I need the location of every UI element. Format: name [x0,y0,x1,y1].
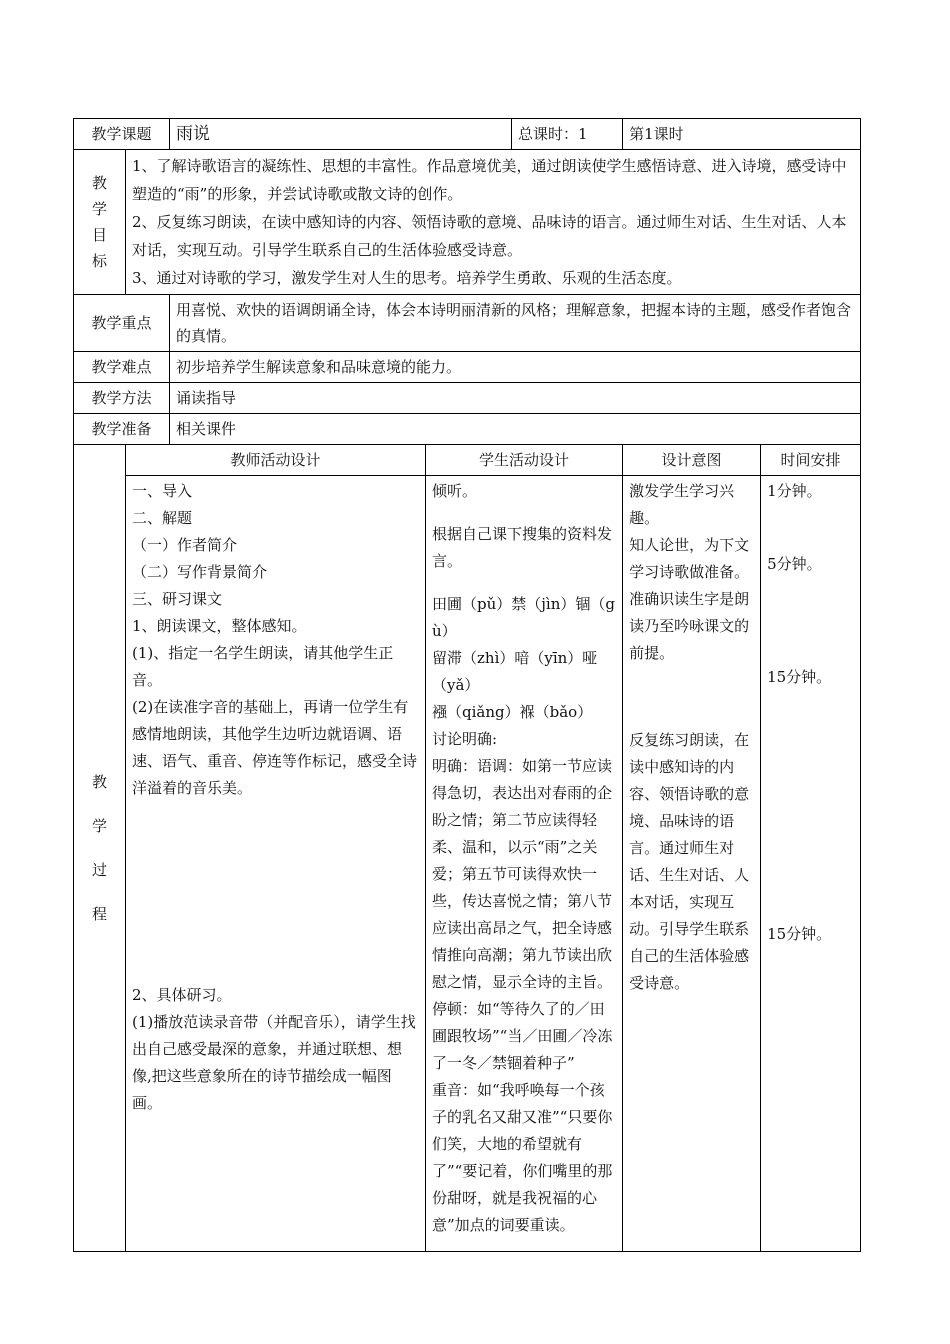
time-item: 15分钟。 [767,668,832,686]
header-row [74,119,861,150]
teacher-step: (1)播放范读录音带（并配音乐），请学生找出自己感受最深的意象，并通过联想、想像,把这些意象所在的诗节描绘成一幅图画。 [132,1013,416,1112]
student-step: 根据自己课下搜集的资料发言。 [432,525,613,570]
student-activity-header: 学生活动设计 [426,445,623,476]
goal-item: 3、通过对诗歌的学习，激发学生对人生的思考。培养学生勇敢、乐观的生活态度。 [132,269,682,287]
goal-item: 2、反复练习朗读，在读中感知诗的内容、领悟诗歌的意境、品味诗的语言。通过师生对话、生生对话、人本对话，实现互动。引导学生联系自己的生活体验感受诗意。 [132,213,847,259]
teacher-step: 1、朗读课文，整体感知。 [132,617,307,635]
design-intent-header: 设计意图 [623,445,761,476]
key-points-label: 教学重点 [74,295,170,352]
goals-row [74,150,861,295]
teacher-step: 三、研习课文 [132,590,223,608]
student-step: 讨论明确: [432,730,498,748]
teacher-step: （二）写作背景简介 [132,563,268,581]
intent-item: 反复练习朗读，在读中感知诗的内容、领悟诗歌的意境、品味诗的语言。通过师生对话、生生对话、人本对话，实现互动。引导学生联系自己的生活体验感受诗意。 [629,731,750,992]
process-header-row [74,445,861,476]
prep-value: 相关课件 [170,414,861,445]
key-points-value: 用喜悦、欢快的语调朗诵全诗，体会本诗明丽清新的风格；理解意象，把握本诗的主题，感受作者饱含的真情。 [170,295,861,352]
prep-label: 教学准备 [74,414,170,445]
teacher-step: (2)在读准字音的基础上，再请一位学生有感情地朗读，其他学生边听边就语调、语速、语气、重音、停连等作标记，感受全诗洋溢着的音乐美。 [132,698,418,797]
student-step: 重音：如“我呼唤每一个孩子的乳名又甜又准”“只要你们笑，大地的希望就有了”“要记着，你们嘴里的那份甜呀，就是我祝福的心意”加点的词要重读。 [432,1081,613,1234]
student-step: 明确：语调：如第一节应读得急切，表达出对春雨的企盼之情；第二节应读得轻柔、温和，以示“雨”之关爱；第五节可读得欢快一些，传达喜悦之情；第八节应读出高昂之气，把全诗感情推向高潮；第九节读出欣慰之情，显示全诗的主旨。 [432,757,613,991]
key-points-row [74,295,861,352]
time-header: 时间安排 [761,445,861,476]
method-label: 教学方法 [74,383,170,414]
teacher-activity-content [126,476,426,1252]
time-content [761,476,861,1252]
pinyin-line: 田圃（pǔ）禁（jìn）锢（gù） [432,595,615,640]
goal-item: 1、了解诗歌语言的凝练性、思想的丰富性。作品意境优美，通过朗读使学生感悟诗意、进入诗境，感受诗中塑造的“雨”的形象，并尝试诗歌或散文诗的创作。 [132,157,847,203]
teacher-step: 2、具体研习。 [132,986,232,1004]
time-item: 1分钟。 [767,482,822,500]
method-row [74,383,861,414]
session-label: 第1课时 [623,119,861,150]
process-label: 教 学 过 程 [74,445,126,1252]
difficulties-value: 初步培养学生解读意象和品味意境的能力。 [170,352,861,383]
student-step: 停顿：如“等待久了的／田圃跟牧场”“当／田圃／冷冻了一冬／禁锢着种子” [432,1000,613,1072]
goals-label: 教 学 目 标 [74,150,126,295]
intent-item: 准确识读生字是朗读乃至吟咏课文的前提。 [629,590,750,662]
time-item: 5分钟。 [767,555,822,573]
method-value: 诵读指导 [170,383,861,414]
time-item: 15分钟。 [767,925,832,943]
goals-content [126,150,861,295]
teacher-step: 二、解题 [132,509,193,527]
student-step: 倾听。 [432,482,478,500]
topic-label: 教学课题 [74,119,170,150]
prep-row [74,414,861,445]
difficulties-row [74,352,861,383]
teacher-activity-header: 教师活动设计 [126,445,426,476]
topic-value: 雨说 [170,119,512,150]
intent-item: 知人论世，为下文学习诗歌做准备。 [629,536,750,581]
student-activity-content [426,476,623,1252]
teacher-step: （一）作者简介 [132,536,238,554]
intent-item: 激发学生学习兴趣。 [629,482,735,527]
difficulties-label: 教学难点 [74,352,170,383]
process-content-row [74,476,861,1252]
design-intent-content [623,476,761,1252]
pinyin-line: 留滞（zhì）喑（yīn）哑（yǎ） [432,649,598,694]
pinyin-line: 襁（qiǎng）褓（bǎo） [432,703,593,721]
teacher-step: (1)、指定一名学生朗读，请其他学生正音。 [132,644,394,689]
teacher-step: 一、导入 [132,482,193,500]
total-hours: 总课时：1 [512,119,623,150]
lesson-plan-table [73,118,861,1252]
